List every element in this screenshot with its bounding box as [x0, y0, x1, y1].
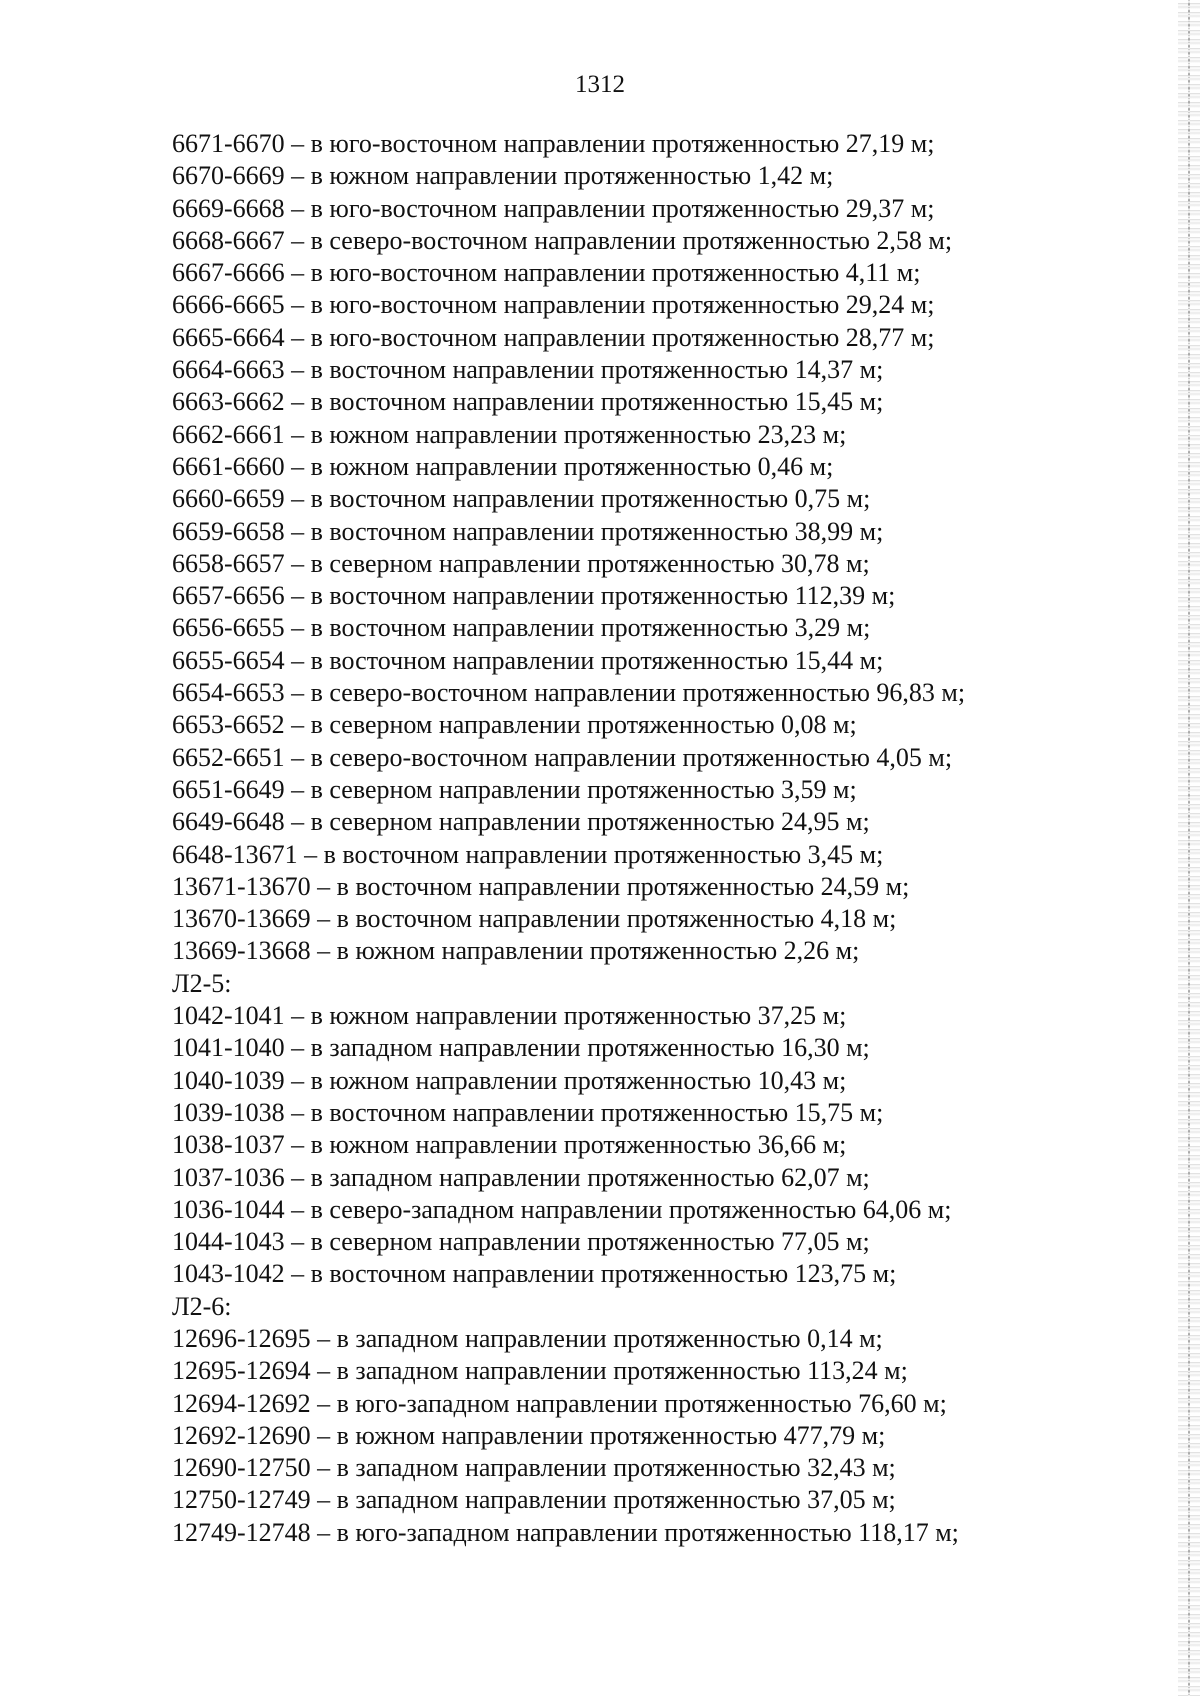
boundary-segment-line: 13669-13668 – в южном направлении протяженностью 2,26 м;: [172, 936, 860, 966]
boundary-segment-line: 6668-6667 – в северо-восточном направлении протяженностью 2,58 м;: [172, 225, 953, 255]
boundary-segment-line: 6661-6660 – в южном направлении протяженностью 0,46 м;: [172, 451, 834, 481]
boundary-segment-line: 6665-6664 – в юго-восточном направлении протяженностью 28,77 м;: [172, 322, 935, 352]
section-heading: Л2-6:: [172, 1291, 232, 1321]
boundary-segment-line: 6653-6652 – в северном направлении протяженностью 0,08 м;: [172, 710, 857, 740]
boundary-segment-line: 6654-6653 – в северо-восточном направлении протяженностью 96,83 м;: [172, 678, 966, 708]
boundary-segment-line: 12696-12695 – в западном направлении протяженностью 0,14 м;: [172, 1323, 883, 1353]
boundary-segment-line: 13670-13669 – в восточном направлении протяженностью 4,18 м;: [172, 904, 897, 934]
boundary-segment-line: 1040-1039 – в южном направлении протяженностью 10,43 м;: [172, 1065, 847, 1095]
boundary-segment-line: 6652-6651 – в северо-восточном направлении протяженностью 4,05 м;: [172, 742, 953, 772]
boundary-segment-line: 1043-1042 – в восточном направлении протяженностью 123,75 м;: [172, 1259, 897, 1289]
boundary-segment-line: 12694-12692 – в юго-западном направлении протяженностью 76,60 м;: [172, 1388, 947, 1418]
boundary-segment-line: 6669-6668 – в юго-восточном направлении протяженностью 29,37 м;: [172, 193, 935, 223]
boundary-segment-line: 1039-1038 – в восточном направлении протяженностью 15,75 м;: [172, 1097, 884, 1127]
page-number: 1312: [575, 71, 625, 98]
boundary-segment-line: 1041-1040 – в западном направлении протяженностью 16,30 м;: [172, 1033, 870, 1063]
boundary-segment-line: 6656-6655 – в восточном направлении протяженностью 3,29 м;: [172, 613, 871, 643]
boundary-segment-line: 6648-13671 – в восточном направлении протяженностью 3,45 м;: [172, 839, 884, 869]
section-heading: Л2-5:: [172, 968, 232, 998]
boundary-segment-line: 6663-6662 – в восточном направлении протяженностью 15,45 м;: [172, 387, 884, 417]
boundary-segment-line: 1044-1043 – в северном направлении протяженностью 77,05 м;: [172, 1227, 870, 1257]
boundary-description-list: [172, 128, 1072, 1549]
boundary-segment-line: 12695-12694 – в западном направлении протяженностью 113,24 м;: [172, 1356, 908, 1386]
boundary-segment-line: 6657-6656 – в восточном направлении протяженностью 112,39 м;: [172, 581, 896, 611]
boundary-segment-line: 6658-6657 – в северном направлении протяженностью 30,78 м;: [172, 548, 870, 578]
boundary-segment-line: 6655-6654 – в восточном направлении протяженностью 15,44 м;: [172, 645, 884, 675]
boundary-segment-line: 6660-6659 – в восточном направлении протяженностью 0,75 м;: [172, 484, 871, 514]
boundary-segment-line: 6649-6648 – в северном направлении протяженностью 24,95 м;: [172, 807, 870, 837]
scan-edge-line: [1188, 0, 1190, 1696]
boundary-segment-line: 12690-12750 – в западном направлении протяженностью 32,43 м;: [172, 1453, 896, 1483]
boundary-segment-line: 12749-12748 – в юго-западном направлении протяженностью 118,17 м;: [172, 1517, 959, 1547]
boundary-segment-line: 1036-1044 – в северо-западном направлении протяженностью 64,06 м;: [172, 1194, 952, 1224]
boundary-segment-line: 1042-1041 – в южном направлении протяженностью 37,25 м;: [172, 1001, 847, 1031]
boundary-segment-line: 12750-12749 – в западном направлении протяженностью 37,05 м;: [172, 1485, 896, 1515]
boundary-segment-line: 12692-12690 – в южном направлении протяженностью 477,79 м;: [172, 1420, 886, 1450]
boundary-segment-line: 6664-6663 – в восточном направлении протяженностью 14,37 м;: [172, 355, 884, 385]
boundary-segment-line: 6666-6665 – в юго-восточном направлении протяженностью 29,24 м;: [172, 290, 935, 320]
boundary-segment-line: 6670-6669 – в южном направлении протяженностью 1,42 м;: [172, 161, 834, 191]
boundary-segment-line: 6651-6649 – в северном направлении протяженностью 3,59 м;: [172, 774, 857, 804]
boundary-segment-line: 6671-6670 – в юго-восточном направлении протяженностью 27,19 м;: [172, 129, 935, 158]
boundary-segment-line: 13671-13670 – в восточном направлении протяженностью 24,59 м;: [172, 871, 910, 901]
boundary-segment-line: 1038-1037 – в южном направлении протяженностью 36,66 м;: [172, 1130, 847, 1160]
boundary-segment-line: 1037-1036 – в западном направлении протяженностью 62,07 м;: [172, 1162, 870, 1192]
boundary-segment-line: 6667-6666 – в юго-восточном направлении протяженностью 4,11 м;: [172, 258, 921, 288]
boundary-segment-line: 6662-6661 – в южном направлении протяженностью 23,23 м;: [172, 419, 847, 449]
boundary-segment-line: 6659-6658 – в восточном направлении протяженностью 38,99 м;: [172, 516, 884, 546]
